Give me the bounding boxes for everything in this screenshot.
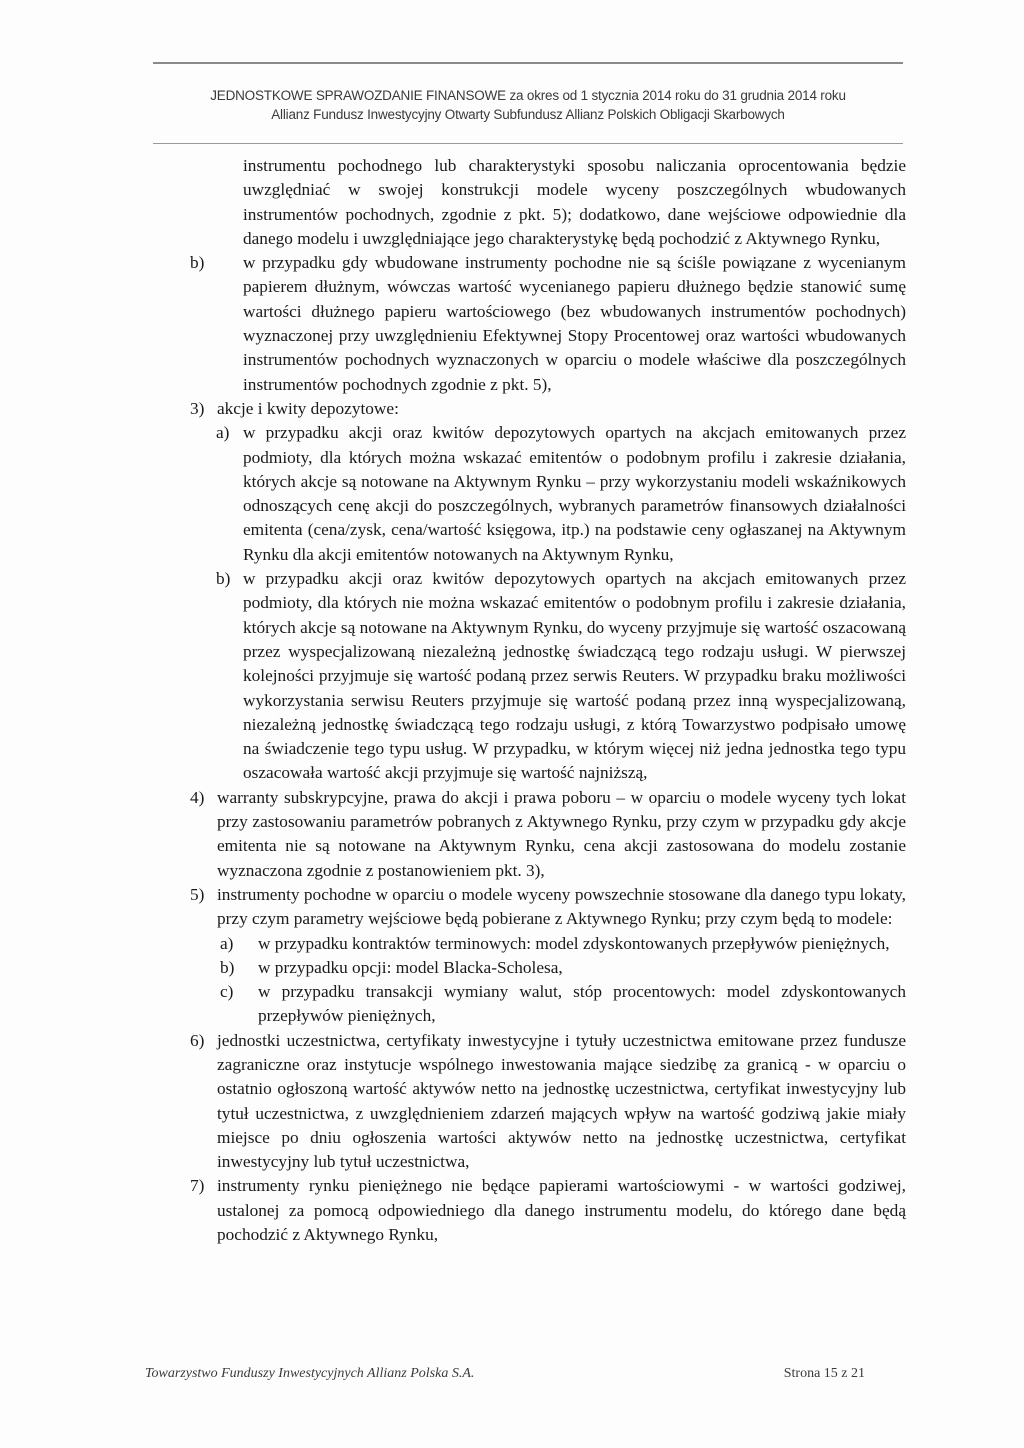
list-item-3 (190, 397, 906, 421)
list-label: 3) (190, 398, 205, 418)
page-number: Strona 15 z 21 (783, 1366, 865, 1381)
document-body (190, 154, 906, 1247)
list-label: 7) (190, 1176, 205, 1196)
list-item-5a (190, 932, 906, 956)
list-label: b) (220, 957, 235, 977)
list-item-intro-b (190, 251, 906, 397)
list-item-3b (190, 567, 906, 786)
list-text: w przypadku akcji oraz kwitów depozytowych opartych na akcjach emitowanych przez podmioty, dla których można wskazać emitentów o podobnym profilu i zakresie działania, których akcje są notowane na Aktywnym Rynku – przy wykorzystaniu modeli wskaźnikowych odnoszących cenę akcji do poszczególnych, wybranych parametrów finansowych działalności emitenta (cena/zysk, cena/wartość księgowa, itp.) na podstawie ceny ogłaszanej na Aktywnym Rynku dla akcji emitentów notowanych na Aktywnym Rynku, (243, 423, 906, 564)
header-subtitle: Allianz Fundusz Inwestycyjny Otwarty Subfundusz Allianz Polskich Obligacji Skarbowych (271, 107, 785, 122)
list-label: a) (220, 933, 234, 953)
list-text: instrumenty pochodne w oparciu o modele wyceny powszechnie stosowane dla danego typu lokaty, przy czym parametry wejściowe będą pobierane z Aktywnego Rynku; przy czym będą to modele: (217, 884, 906, 929)
list-item-5 (190, 883, 906, 932)
list-label: a) (216, 423, 230, 443)
list-text: jednostki uczestnictwa, certyfikaty inwestycyjne i tytuły uczestnictwa emitowane przez fundusze zagraniczne oraz instytucje wspólnego inwestowania mające siedzibę za granicą - w oparciu o ostatnio ogłoszoną wartość aktywów netto na jednostkę uczestnictwa, certyfikat inwestycyjny lub tytuł uczestnictwa, z uwzględnieniem zdarzeń mających wpływ na wartość godziwą jakie miały miejsce po dniu ogłoszenia wartości aktywów netto na jednostkę uczestnictwa, certyfikat inwestycyjny lub tytuł uczestnictwa, (217, 1030, 906, 1172)
list-text: warranty subskrypcyjne, prawa do akcji i prawa poboru – w oparciu o modele wyceny tych lokat przy zastosowaniu parametrów pobranych z Aktywnego Rynku, przy czym w przypadku gdy akcje emitenta nie są notowane na Aktywnym Rynku, cena akcji zastosowana do modelu zostanie wyznaczona zgodnie z postanowieniem pkt. 3), (217, 787, 906, 880)
list-text: instrumenty rynku pieniężnego nie będące papierami wartościowymi - w wartości godziwej, ustalonej za pomocą odpowiedniego dla danego instrumentu modelu, do którego dane będą pochodzić z Aktywnego Rynku, (217, 1176, 906, 1245)
list-label: 5) (190, 884, 205, 904)
list-item-4 (190, 786, 906, 883)
list-text: w przypadku gdy wbudowane instrumenty pochodne nie są ściśle powiązane z wycenianym papierem dłużnym, wówczas wartość wycenianego papieru dłużnego będzie stanowić sumę wartości dłużnego papieru wartościowego (bez wbudowanych instrumentów pochodnych) wyznaczonej przy uwzględnieniu Efektywnej Stopy Procentowej oraz wartości wbudowanych instrumentów pochodnych wyznaczonych w oparciu o modele właściwe dla poszczególnych instrumentów pochodnych zgodnie z pkt. 5), (243, 253, 906, 394)
list-text: w przypadku transakcji wymiany walut, stóp procentowych: model zdyskontowanych przepływów pieniężnych, (258, 982, 906, 1026)
footer-company: Towarzystwo Funduszy Inwestycyjnych Allianz Polska S.A. (145, 1366, 475, 1381)
page-header (140, 86, 916, 124)
list-label: b) (190, 253, 205, 273)
list-item-3a (190, 421, 906, 567)
list-item-5c (190, 980, 906, 1029)
list-item-7 (190, 1174, 906, 1247)
header-bottom-rule (153, 143, 903, 144)
list-item-5b (190, 956, 906, 980)
list-text: akcje i kwity depozytowe: (217, 398, 399, 418)
header-top-rule (153, 62, 903, 64)
list-item-6 (190, 1029, 906, 1175)
header-title: JEDNOSTKOWE SPRAWOZDANIE FINANSOWE za okres od 1 stycznia 2014 roku do 31 grudnia 2014 roku (210, 88, 846, 103)
list-label: c) (220, 982, 234, 1002)
paragraph-intro: instrumentu pochodnego lub charakterystyki sposobu naliczania oprocentowania będzie uwzględniać w swojej konstrukcji modele wyceny poszczególnych wbudowanych instrumentów pochodnych, zgodnie z pkt. 5); dodatkowo, dane wejściowe odpowiednie dla danego modelu i uwzględniające jego charakterystykę będą pochodzić z Aktywnego Rynku, (243, 156, 906, 248)
list-label: b) (216, 569, 231, 589)
list-label: 6) (190, 1030, 205, 1050)
list-text: w przypadku opcji: model Blacka-Scholesa, (258, 957, 563, 977)
list-text: w przypadku kontraktów terminowych: model zdyskontowanych przepływów pieniężnych, (258, 933, 890, 953)
list-text: w przypadku akcji oraz kwitów depozytowych opartych na akcjach emitowanych przez podmioty, dla których nie można wskazać emitentów o podobnym profilu i zakresie działania, których akcje są notowane na Aktywnym Rynku, do wyceny przyjmuje się wartość oszacowaną przez wyspecjalizowaną niezależną jednostkę świadczącą tego rodzaju usługi. W pierwszej kolejności przyjmuje się wartość podaną przez serwis Reuters. W przypadku braku możliwości wykorzystania serwisu Reuters przyjmuje się wartość podaną przez inną wyspecjalizowaną, niezależną jednostkę świadczącą tego rodzaju usługi, z którą Towarzystwo podpisało umowę na świadczenie tego typu usług. W przypadku, w którym więcej niż jedna jednostka tego typu oszacowała wartość akcji przyjmuje się wartość najniższą, (243, 569, 907, 783)
list-label: 4) (190, 787, 205, 807)
